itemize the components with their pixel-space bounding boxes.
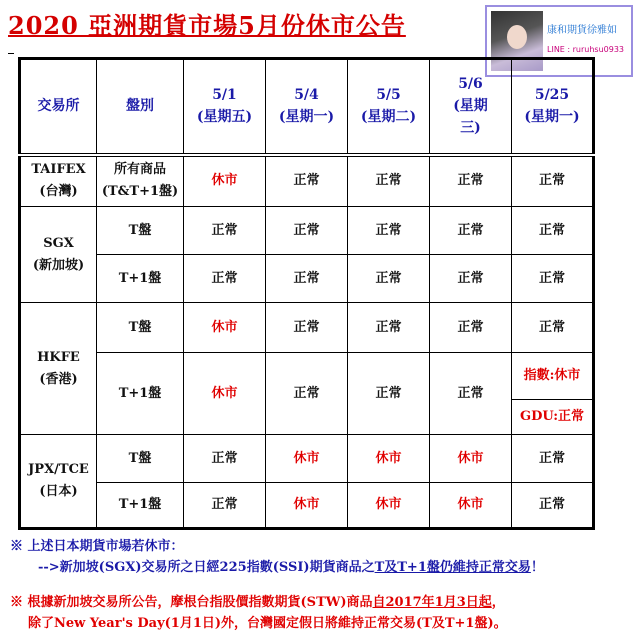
status-cell: 休市 [430,483,512,529]
status-cell: 休市 [430,435,512,483]
status-cell: 正常 [512,303,594,353]
status-cell: 正常 [430,303,512,353]
status-cell: 正常 [184,483,266,529]
weekday: (星期五) [196,109,253,126]
table-row [20,303,594,353]
status-cell: 正常 [266,207,348,255]
status-cell: 正常 [512,255,594,303]
table-row [20,353,594,400]
status-cell: 正常 [430,207,512,255]
header-date [266,59,348,155]
session-cell: T盤 [97,435,184,483]
exchange-region: (台灣) [39,184,78,200]
status-cell: 正常 [348,303,430,353]
status-cell: 休市 [184,353,266,435]
note-text: ※ 根據新加坡交易所公告，摩根台指股價指數期貨(STW)商品 [10,595,373,610]
session-cell: T+1盤 [97,353,184,435]
header-date [512,59,594,155]
exchange-name: SGX [43,235,74,251]
status-cell: 正常 [512,155,594,207]
holiday-table [18,57,595,530]
table-row [20,435,594,483]
status-cell: 休市 [184,303,266,353]
session-cell: T+1盤 [97,255,184,303]
status-cell: 正常 [348,207,430,255]
table-row [20,207,594,255]
exchange-region: (香港) [39,371,78,387]
status-cell: 正常 [266,255,348,303]
note-underline: 自2017年1月3日起 [372,595,492,610]
status-cell: 正常 [430,255,512,303]
divider [8,53,14,54]
date: 5/25 [534,87,570,104]
exchange-name: HKFE [37,349,80,365]
exchange-name: JPX/TCE [28,462,89,477]
session-cell [97,155,184,207]
status-cell: 休市 [266,483,348,529]
status-cell: 正常 [512,435,594,483]
status-cell: 正常 [348,155,430,207]
status-cell: 正常 [430,353,512,435]
status-cell: 正常 [348,255,430,303]
status-cell: 正常 [266,303,348,353]
session-cell: T盤 [97,207,184,255]
note-2-line-2: 除了New Year's Day(1月1日)外，台灣國定假日將維持正常交易(T及T+1盤)。 [28,616,507,631]
table-row [20,255,594,303]
exchange-cell [20,435,97,529]
badge-line: LINE : ruruhsu0933 [547,45,625,54]
page-title: 2020 亞洲期貨市場5月份休市公告 [8,11,406,40]
note-1-body [10,557,544,578]
exchange-region: (新加坡) [32,257,85,273]
weekday: (星期一) [278,109,335,126]
header-date [348,59,430,155]
session-label: 所有商品 [113,162,166,178]
status-cell: 休市 [348,483,430,529]
status-cell-gdu: GDU:正常 [512,400,594,435]
status-cell: 正常 [266,155,348,207]
table-row [20,483,594,529]
status-cell: 正常 [348,353,430,435]
header-session: 盤別 [97,59,184,155]
status-cell: 休市 [184,155,266,207]
date: 5/4 [294,87,319,104]
status-cell: 正常 [430,155,512,207]
status-cell: 正常 [184,207,266,255]
note-text: ！ [530,560,544,575]
weekday: (星期三) [453,98,488,137]
header-row [20,59,594,155]
status-cell: 正常 [512,483,594,529]
session-cell: T+1盤 [97,483,184,529]
status-cell: 正常 [184,255,266,303]
header-date [184,59,266,155]
status-cell: 休市 [348,435,430,483]
exchange-name: TAIFEX [31,162,86,178]
note-2-line-1 [10,592,544,613]
header-exchange: 交易所 [20,59,97,155]
exchange-cell [20,303,97,435]
status-cell: 正常 [512,207,594,255]
status-cell: 正常 [184,435,266,483]
date: 5/1 [212,87,237,104]
note-text: -->新加坡(SGX)交易所之日經225指數(SSI)期貨商品之 [38,560,375,575]
note-text: ， [491,595,505,610]
table-row [20,155,594,207]
weekday: (星期二) [360,109,417,126]
status-cell-index: 指數:休市 [512,353,594,400]
weekday: (星期一) [524,109,580,126]
note-underline: T及T+1盤仍維持正常交易 [374,560,531,575]
status-cell: 休市 [266,435,348,483]
session-cell: T盤 [97,303,184,353]
status-cell: 正常 [266,353,348,435]
header-date [430,59,512,155]
exchange-region: (日本) [39,484,78,499]
session-label: (T&T+1盤) [101,184,179,200]
notes [10,536,544,634]
note-1-title: ※ 上述日本期貨市場若休市： [10,539,184,554]
exchange-cell [20,155,97,207]
date: 5/5 [376,87,401,104]
exchange-cell [20,207,97,303]
date: 5/6 [458,76,483,93]
badge-name: 康和期貨徐雅如 [547,25,617,36]
